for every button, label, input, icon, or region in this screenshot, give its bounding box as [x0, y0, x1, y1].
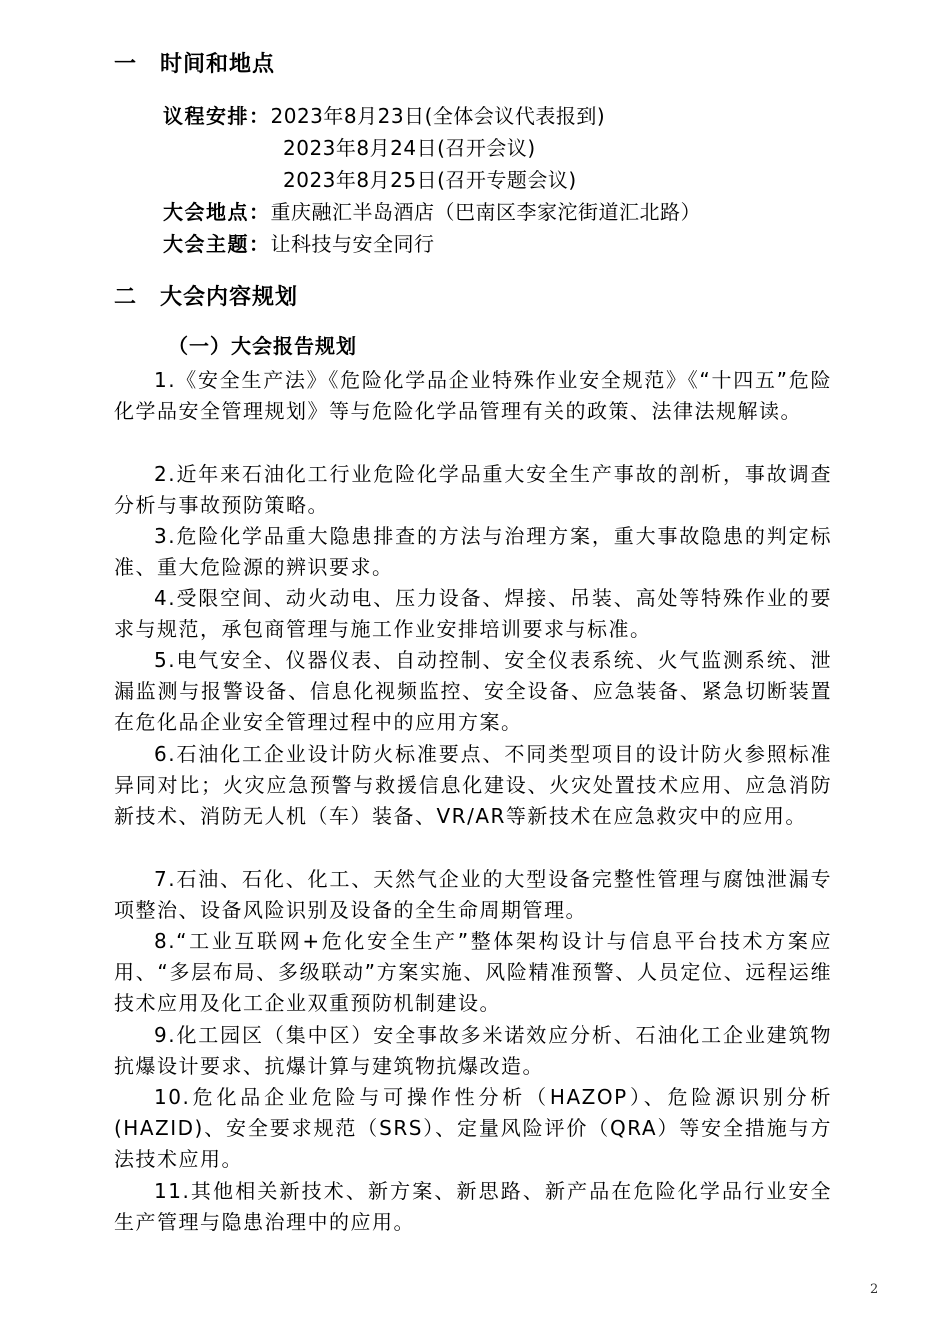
theme-line — [163, 228, 435, 257]
agenda-date-1: 2023年8月23日(全体会议代表报到) — [270, 104, 606, 128]
agenda-line — [163, 100, 605, 129]
venue-line — [163, 196, 701, 225]
agenda-date-3: 2023年8月25日(召开专题会议) — [283, 168, 577, 192]
section-number: 二 — [114, 285, 138, 310]
section-title: 大会内容规划 — [160, 285, 299, 310]
venue-label: 大会地点： — [163, 200, 271, 224]
list-item: 9.化工园区（集中区）安全事故多米诺效应分析、石油化工企业建筑物抗爆设计要求、抗爆计算与建筑物抗爆改造。 — [114, 1023, 832, 1078]
theme-text: 让科技与安全同行 — [270, 232, 435, 256]
list-item: 1.《安全生产法》《危险化学品企业特殊作业安全规范》《“十四五”危险化学品安全管理规划》等与危险化学品管理有关的政策、法律法规解读。 — [114, 368, 832, 423]
list-item: 2.近年来石油化工行业危险化学品重大安全生产事故的剖析，事故调查分析与事故预防策略。 — [114, 462, 832, 517]
list-item: 5.电气安全、仪器仪表、自动控制、安全仪表系统、火气监测系统、泄漏监测与报警设备、信息化视频监控、安全设备、应急装备、紧急切断装置在危化品企业安全管理过程中的应用方案。 — [114, 648, 832, 734]
venue-text: 重庆融汇半岛酒店（巴南区李家沱街道汇北路） — [270, 200, 701, 224]
list-item: 11.其他相关新技术、新方案、新思路、新产品在危险化学品行业安全生产管理与隐患治理中的应用。 — [114, 1179, 832, 1234]
section-heading-content — [114, 280, 298, 311]
page-number: 2 — [870, 1282, 879, 1297]
section-heading-time-place — [114, 47, 275, 78]
theme-label: 大会主题： — [163, 232, 271, 256]
agenda-date-2: 2023年8月24日(召开会议) — [283, 136, 536, 160]
list-item: 3.危险化学品重大隐患排查的方法与治理方案，重大事故隐患的判定标准、重大危险源的辨识要求。 — [114, 524, 832, 579]
list-item: 6.石油化工企业设计防火标准要点、不同类型项目的设计防火参照标准异同对比；火灾应急预警与救援信息化建设、火灾处置技术应用、应急消防新技术、消防无人机（车）装备、VR/AR等新技术在应急救灾中的应用。 — [114, 742, 832, 828]
list-item: 4.受限空间、动火动电、压力设备、焊接、吊装、高处等特殊作业的要求与规范，承包商管理与施工作业安排培训要求与标准。 — [114, 586, 832, 641]
section-number: 一 — [114, 52, 138, 77]
section-title: 时间和地点 — [160, 52, 276, 77]
list-item: 7.石油、石化、化工、天然气企业的大型设备完整性管理与腐蚀泄漏专项整治、设备风险识别及设备的全生命周期管理。 — [114, 867, 832, 922]
subsection-heading: （一）大会报告规划 — [168, 334, 357, 358]
list-item: 10.危化品企业危险与可操作性分析（HAZOP）、危险源识别分析(HAZID)、安全要求规范（SRS）、定量风险评价（QRA）等安全措施与方法技术应用。 — [114, 1085, 832, 1171]
list-item: 8.“工业互联网+危化安全生产”整体架构设计与信息平台技术方案应用、“多层布局、多级联动”方案实施、风险精准预警、人员定位、远程运维技术应用及化工企业双重预防机制建设。 — [114, 929, 832, 1015]
agenda-label: 议程安排： — [163, 104, 271, 128]
